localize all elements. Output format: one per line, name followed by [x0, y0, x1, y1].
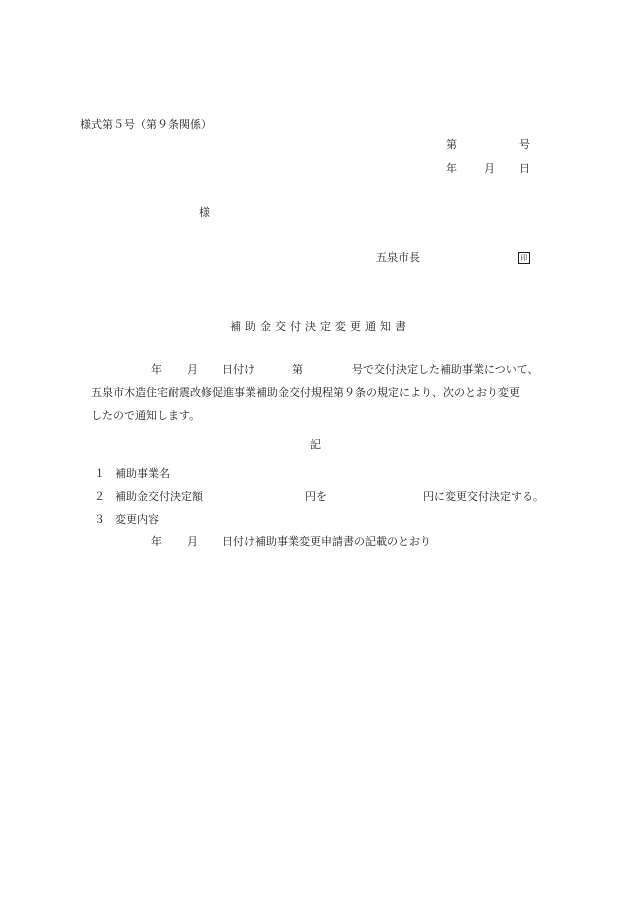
body-line1-rest: 号で交付決定した補助事業について、 — [352, 363, 539, 376]
item-3-number: ３ — [94, 513, 105, 526]
date-month: 月 — [484, 162, 495, 175]
change-month: 月 — [187, 535, 198, 548]
item-1-label: 補助事業名 — [115, 467, 170, 480]
form-label: 様式第５号（第９条関係） — [80, 118, 212, 131]
body-line2: 五泉市木造住宅耐震改修促進事業補助金交付規程第９条の規定により、次のとおり変更 — [91, 386, 520, 399]
body-no-prefix: 第 — [292, 363, 303, 376]
body-year: 年 — [151, 363, 162, 376]
date-year: 年 — [446, 162, 457, 175]
item-2-label: 補助金交付決定額 — [115, 490, 203, 503]
item-3-label: 変更内容 — [115, 513, 159, 526]
body-dated: 日付け — [222, 363, 255, 376]
document-title: 補助金交付決定変更通知書 — [230, 320, 410, 333]
seal-mark: 印 — [518, 252, 530, 264]
item-2-number: ２ — [94, 490, 105, 503]
change-rest: 日付け補助事業変更申請書の記載のとおり — [222, 535, 431, 548]
body-line3: したので通知します。 — [91, 409, 201, 422]
ki-heading: 記 — [310, 438, 321, 451]
doc-number-prefix: 第 — [446, 138, 457, 151]
item-2-mid: 円を — [305, 490, 327, 503]
addressee-honorific: 様 — [199, 206, 210, 219]
change-year: 年 — [151, 535, 162, 548]
doc-number-suffix: 号 — [519, 138, 530, 151]
date-day: 日 — [519, 162, 530, 175]
item-2-end: 円に変更交付決定する。 — [423, 490, 544, 503]
item-1-number: １ — [94, 467, 105, 480]
issuer-name: 五泉市長 — [376, 251, 420, 264]
body-month: 月 — [187, 363, 198, 376]
